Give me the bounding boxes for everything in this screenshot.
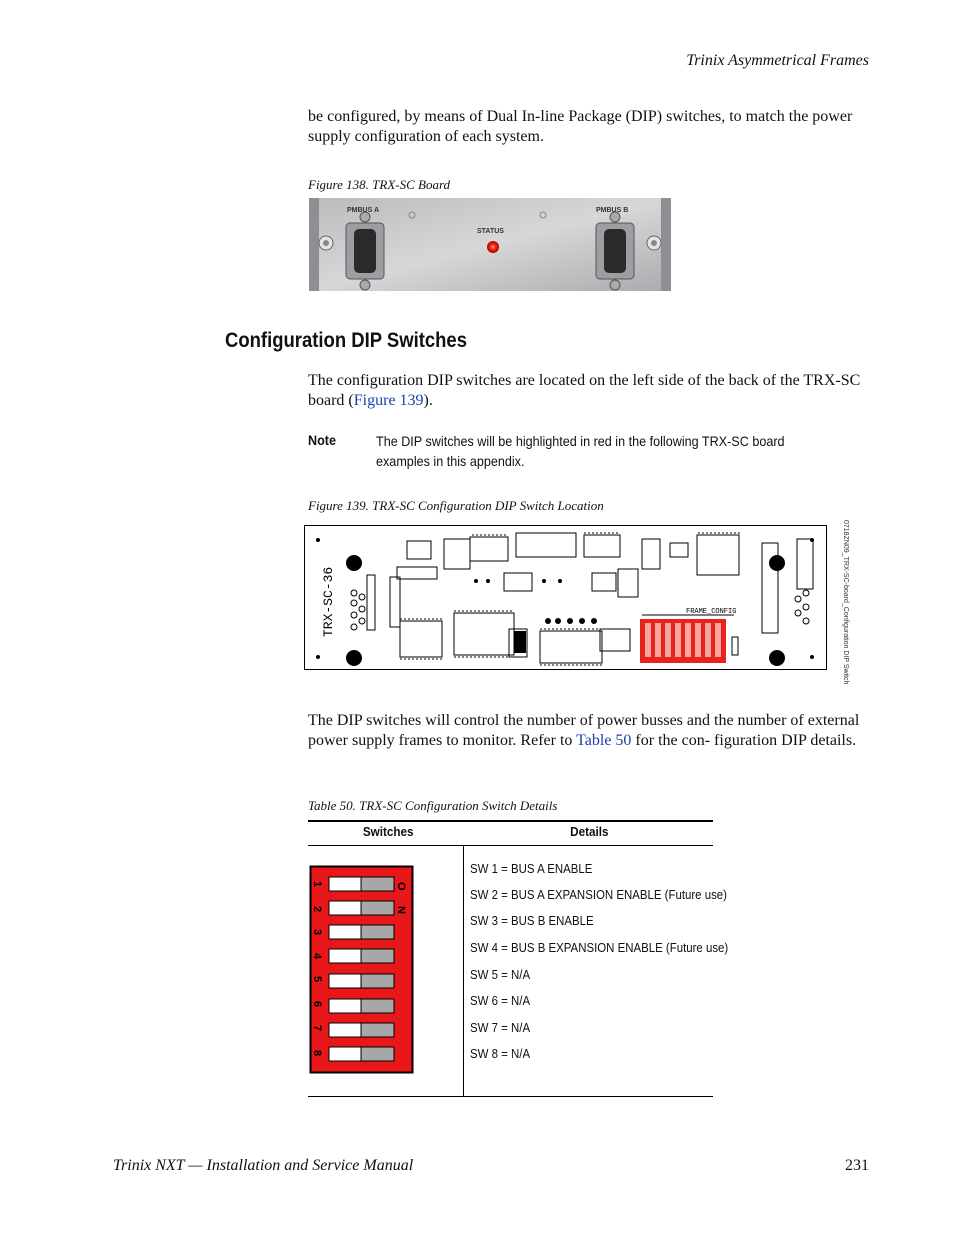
table-50-caption: Table 50. TRX-SC Configuration Switch Details [308,798,558,813]
figure-credit-text: 0718ZN09_TRX-SC-board_Configuration DIP Switch [842,520,849,685]
paragraph-text: for the con- figuration DIP details. [631,732,857,749]
switch-detail-8: SW 8 = N/A [470,1046,531,1061]
note-label: Note [308,432,337,448]
table-top-rule [308,820,713,822]
db9-connector-left [346,212,384,290]
switch-detail-2: SW 2 = BUS A EXPANSION ENABLE (Future use) [470,887,727,902]
dip-description-paragraph [308,711,870,751]
page-number: 231 [845,1157,869,1174]
paragraph-text: ). [423,392,433,409]
dip-switch-highlight [640,619,726,663]
paragraph-text: The configuration DIP switches are located on the left side of the back of the TRX-SC board ( [308,372,861,409]
section-heading: Configuration DIP Switches [225,329,467,352]
switches-header: Switches [362,824,414,839]
table-column-divider [463,846,464,1097]
switch-number-5: 5 [311,976,323,983]
switch-number-3: 3 [311,929,323,936]
switch-number-1: 1 [311,881,323,888]
status-led [487,241,499,253]
figure-credit [836,518,849,685]
paragraph-text: The DIP switches will control the number of power busses and the number of external power supply frames to monitor. Refer to [308,712,860,749]
intro-paragraph: be configured, by means of Dual In-line Package (DIP) switches, to match the power supply configuration of each system. [308,108,853,145]
switch-number-4: 4 [311,953,323,960]
figure-139-caption: Figure 139. TRX-SC Configuration DIP Switch Location [308,498,604,513]
trx-sc-board-photo [309,198,671,291]
note-text: The DIP switches will be highlighted in red in the following TRX-SC board examples in this appendix. [376,433,785,469]
switch-detail-5: SW 5 = N/A [470,967,531,982]
table-50-link[interactable]: Table 50 [576,732,632,749]
switch-number-6: 6 [311,1001,323,1008]
on-label-n: N [395,906,407,914]
db9-connector-right [596,212,634,290]
table-header-rule [308,845,713,846]
status-label: STATUS [477,228,504,235]
switch-detail-1: SW 1 = BUS A ENABLE [470,861,593,876]
switch-number-7: 7 [311,1025,323,1032]
switch-detail-6: SW 6 = N/A [470,993,531,1008]
trx-sc-board-diagram [304,525,827,670]
switch-detail-3: SW 3 = BUS B ENABLE [470,913,594,928]
switch-number-8: 8 [311,1050,323,1057]
dip-switch-diagram [310,866,413,1073]
switch-number-2: 2 [311,906,323,913]
switch-detail-4: SW 4 = BUS B EXPANSION ENABLE (Future use) [470,940,729,955]
pmbus-a-label: PMBUS A [347,207,380,214]
switch-detail-7: SW 7 = N/A [470,1020,531,1035]
frame-config-label: FRAME_CONFIG [686,608,737,616]
details-header: Details [570,824,609,839]
board-name-label: TRX-SC-36 [321,566,336,637]
footer-manual-title: Trinix NXT — Installation and Service Manual [113,1157,414,1174]
figure-139-link[interactable]: Figure 139 [353,392,424,409]
section-paragraph [308,371,870,411]
on-label-o: O [395,882,407,891]
figure-138-caption: Figure 138. TRX-SC Board [308,177,451,192]
pmbus-b-label: PMBUS B [596,207,629,214]
table-bottom-rule [308,1096,713,1097]
running-header: Trinix Asymmetrical Frames [686,52,869,69]
